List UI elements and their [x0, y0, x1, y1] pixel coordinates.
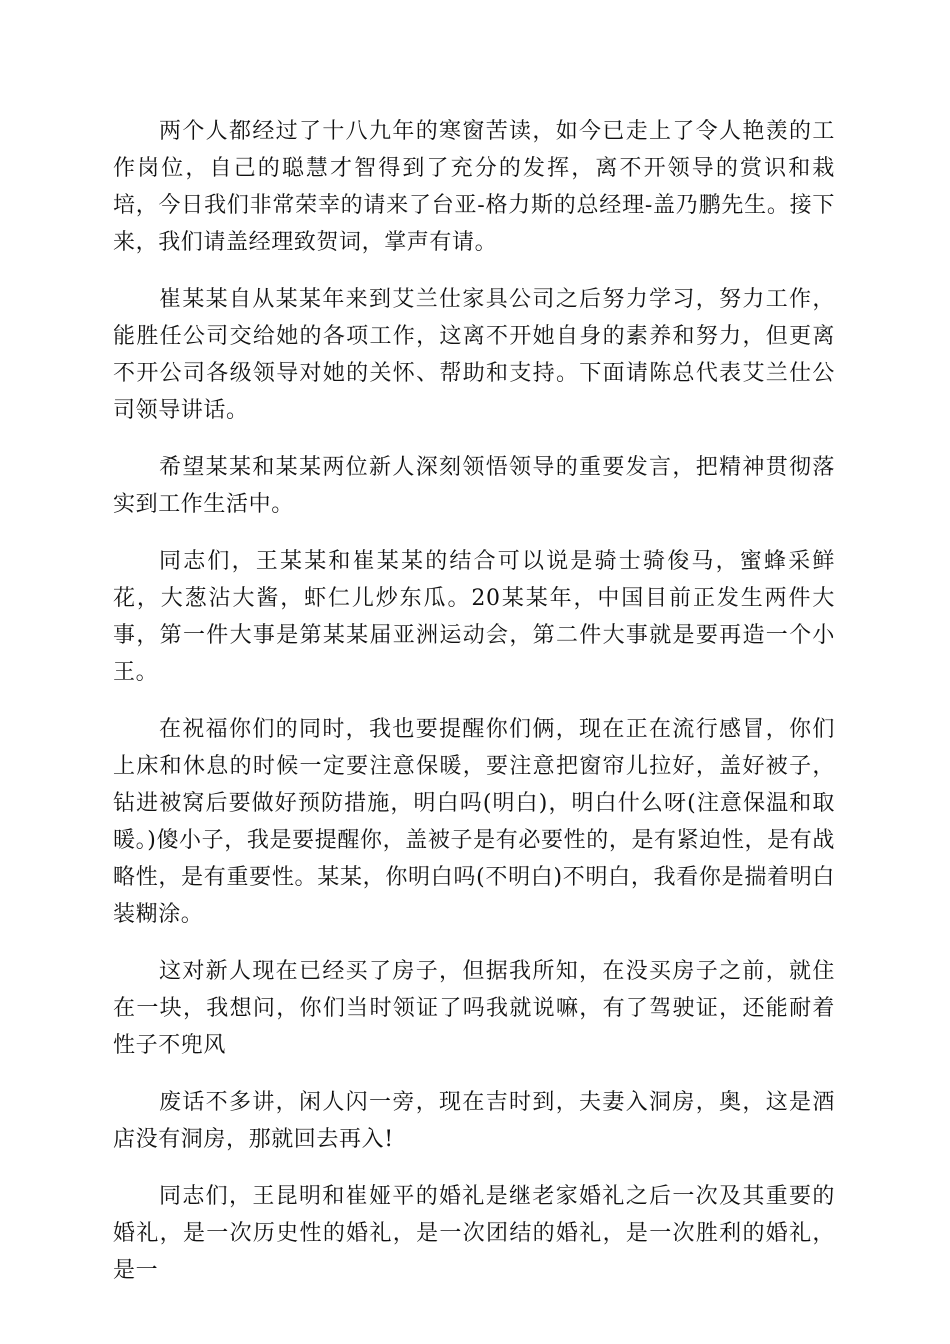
paragraph-7: 废话不多讲，闲人闪一旁，现在吉时到，夫妻入洞房，奥，这是酒店没有洞房，那就回去再入!	[113, 1090, 835, 1152]
paragraph-5: 在祝福你们的同时，我也要提醒你们俩，现在正在流行感冒，你们上床和休息的时候一定要注意保暖，要注意把窗帘儿拉好，盖好被子，钻进被窝后要做好预防措施，明白吗(明白)，明白什么呀(注意保温和取暖。)傻小子，我是要提醒你，盖被子是有必要性的，是有紧迫性，是有战略性，是有重要性。某某，你明白吗(不明白)不明白，我看你是揣着明白装糊涂。	[113, 717, 835, 927]
paragraph-6: 这对新人现在已经买了房子，但据我所知，在没买房子之前，就住在一块，我想问，你们当时领证了吗我就说嘛，有了驾驶证，还能耐着性子不兜风	[113, 959, 835, 1058]
paragraph-4: 同志们，王某某和崔某某的结合可以说是骑士骑俊马，蜜蜂采鲜花，大葱沾大酱，虾仁儿炒东瓜。20某某年，中国目前正发生两件大事，第一件大事是第某某届亚洲运动会，第二件大事就是要再造一个小王。	[113, 549, 835, 685]
paragraph-8: 同志们，王昆明和崔娅平的婚礼是继老家婚礼之后一次及其重要的婚礼，是一次历史性的婚礼，是一次团结的婚礼，是一次胜利的婚礼，是一	[113, 1184, 835, 1283]
paragraph-1: 两个人都经过了十八九年的寒窗苦读，如今已走上了令人艳羡的工作岗位，自己的聪慧才智得到了充分的发挥，离不开领导的赏识和栽培，今日我们非常荣幸的请来了台亚-格力斯的总经理-盖乃鹏先生。接下来，我们请盖经理致贺词，掌声有请。	[113, 119, 835, 255]
document-body	[113, 113, 835, 1309]
paragraph-3: 希望某某和某某两位新人深刻领悟领导的重要发言，把精神贯彻落实到工作生活中。	[113, 455, 835, 517]
paragraph-2: 崔某某自从某某年来到艾兰仕家具公司之后努力学习，努力工作，能胜任公司交给她的各项工作，这离不开她自身的素养和努力，但更离不开公司各级领导对她的关怀、帮助和支持。下面请陈总代表艾兰仕公司领导讲话。	[113, 287, 835, 423]
